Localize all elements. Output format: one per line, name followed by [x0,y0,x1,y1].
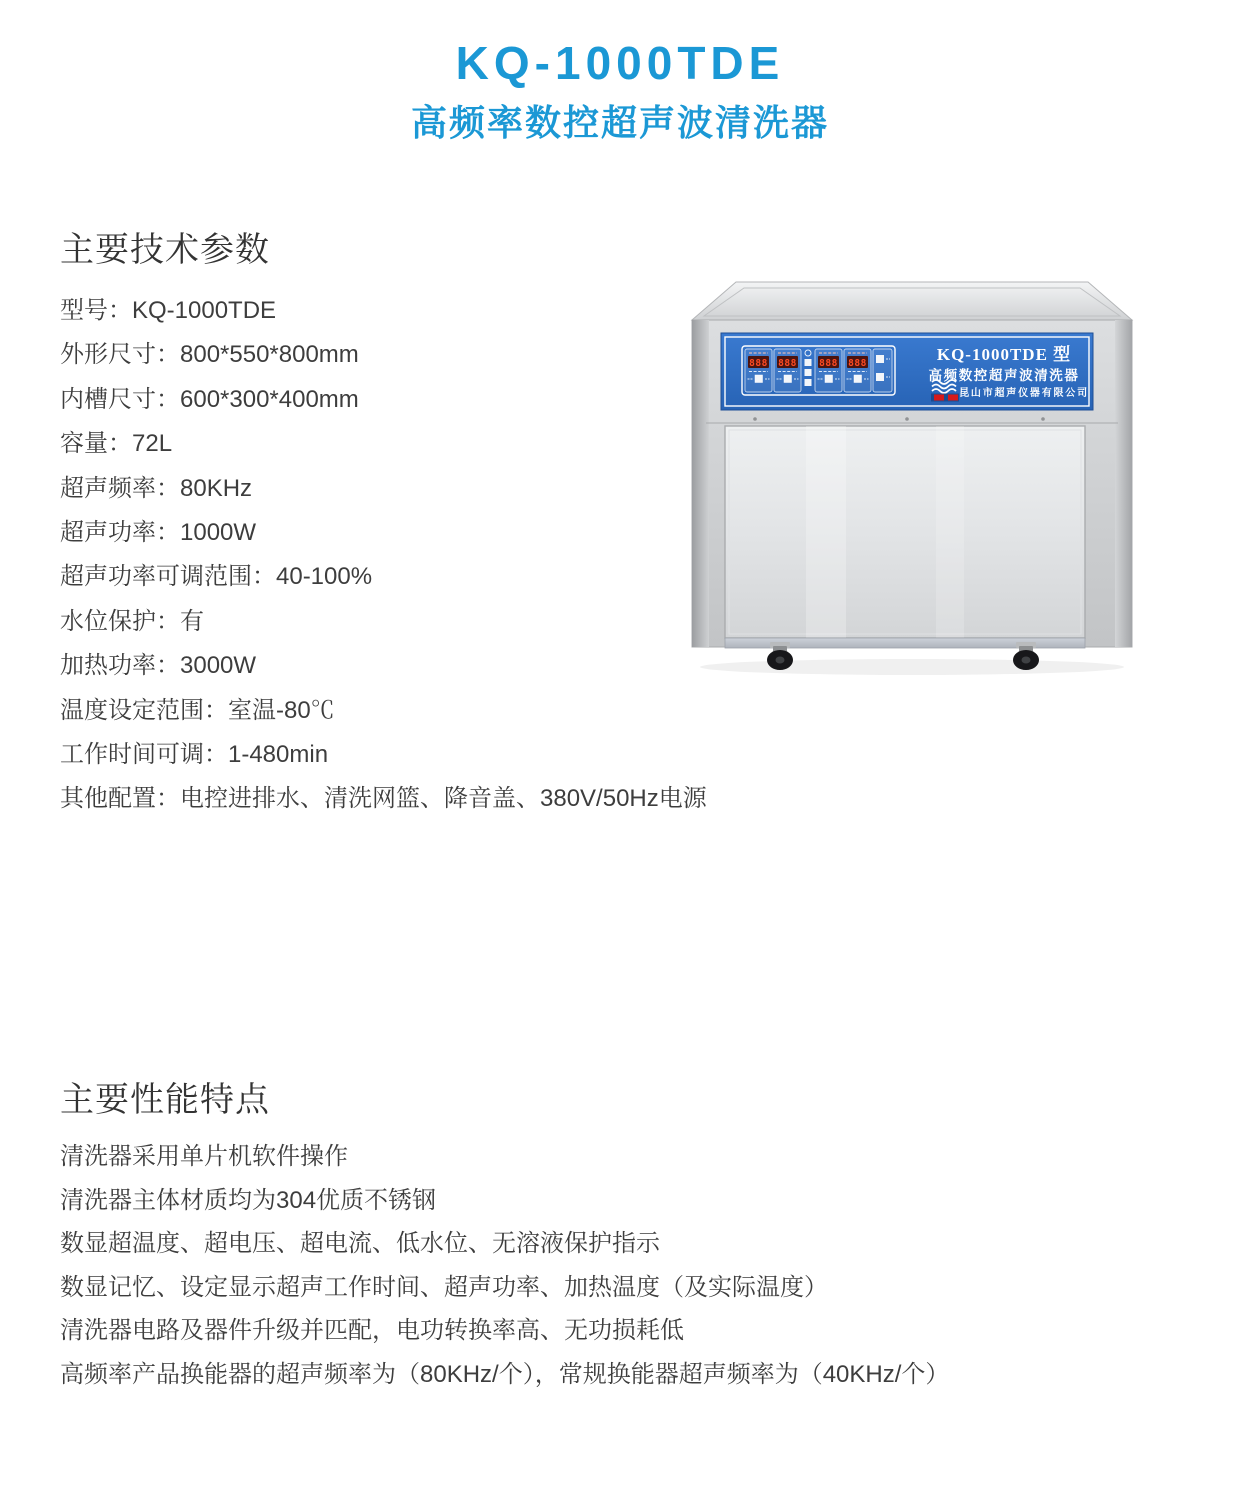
spec-line: 外形尺寸：800*550*800mm [60,341,359,369]
led-readout: 888 [848,358,867,369]
spec-line: 工作时间可调：1-480min [60,741,329,769]
ground-shadow [700,659,1124,675]
front-door-panel [725,426,1085,638]
spec-line: 容量：72L [60,430,173,458]
caster-wheel-right [1013,642,1039,670]
page-header [0,36,1240,144]
spec-line: 水位保护：有 [60,607,204,635]
product-image [686,276,1138,678]
feature-line: 高频率产品换能器的超声频率为（80KHz/个），常规换能器超声频率为（40KHz/个） [60,1360,950,1388]
spec-line: 型号：KQ-1000TDE [60,297,277,324]
spec-line: 加热功率：3000W [60,652,257,680]
power-button-module [873,349,892,392]
features-section [60,1072,1190,1396]
feature-line: 清洗器采用单片机软件操作 [60,1143,348,1170]
panel-product-name: 高频数控超声波清洗器 [928,368,1080,383]
feature-line: 清洗器电路及器件升级并匹配，电功转换率高、无功损耗低 [60,1317,684,1344]
spec-line: 其他配置：电控进排水、清洗网篮、降音盖、380V/50Hz电源 [60,785,707,813]
caster-wheel-left [767,642,793,670]
specs-section [60,222,720,822]
panel-model-label: KQ-1000TDE 型 [936,345,1072,364]
page-subtitle: 高频率数控超声波清洗器 [410,102,829,144]
spec-line: 超声功率可调范围：40-100% [60,563,373,591]
panel-company-name: 昆山市超声仪器有限公司 [959,388,1089,399]
led-readout: 888 [749,358,768,369]
led-readout: 888 [819,358,838,369]
feature-line: 清洗器主体材质均为304优质不锈钢 [60,1186,437,1214]
features-list [60,1135,1190,1396]
led-module-water [774,349,801,392]
led-module-time [815,349,842,392]
features-heading: 主要性能特点 [60,1081,270,1119]
spec-line: 超声功率：1000W [60,519,257,547]
led-readout: 888 [778,358,797,369]
led-module-power [844,349,871,392]
control-panel [721,333,1093,410]
spec-line: 温度设定范围：室温-80℃ [60,696,335,724]
led-module-temp [745,349,772,392]
spec-line: 超声频率：80KHz [60,474,253,502]
spec-line: 内槽尺寸：600*300*400mm [60,385,359,413]
ultrasonic-cleaner-illustration [686,276,1138,678]
page-title: KQ-1000TDE [455,37,785,89]
specs-heading: 主要技术参数 [60,231,270,269]
specs-list [60,289,720,822]
feature-line: 数显记忆、设定显示超声工作时间、超声功率、加热温度（及实际温度） [60,1273,828,1301]
feature-line: 数显超温度、超电压、超电流、低水位、无溶液保护指示 [60,1230,660,1257]
machine-top-lid [692,282,1132,320]
